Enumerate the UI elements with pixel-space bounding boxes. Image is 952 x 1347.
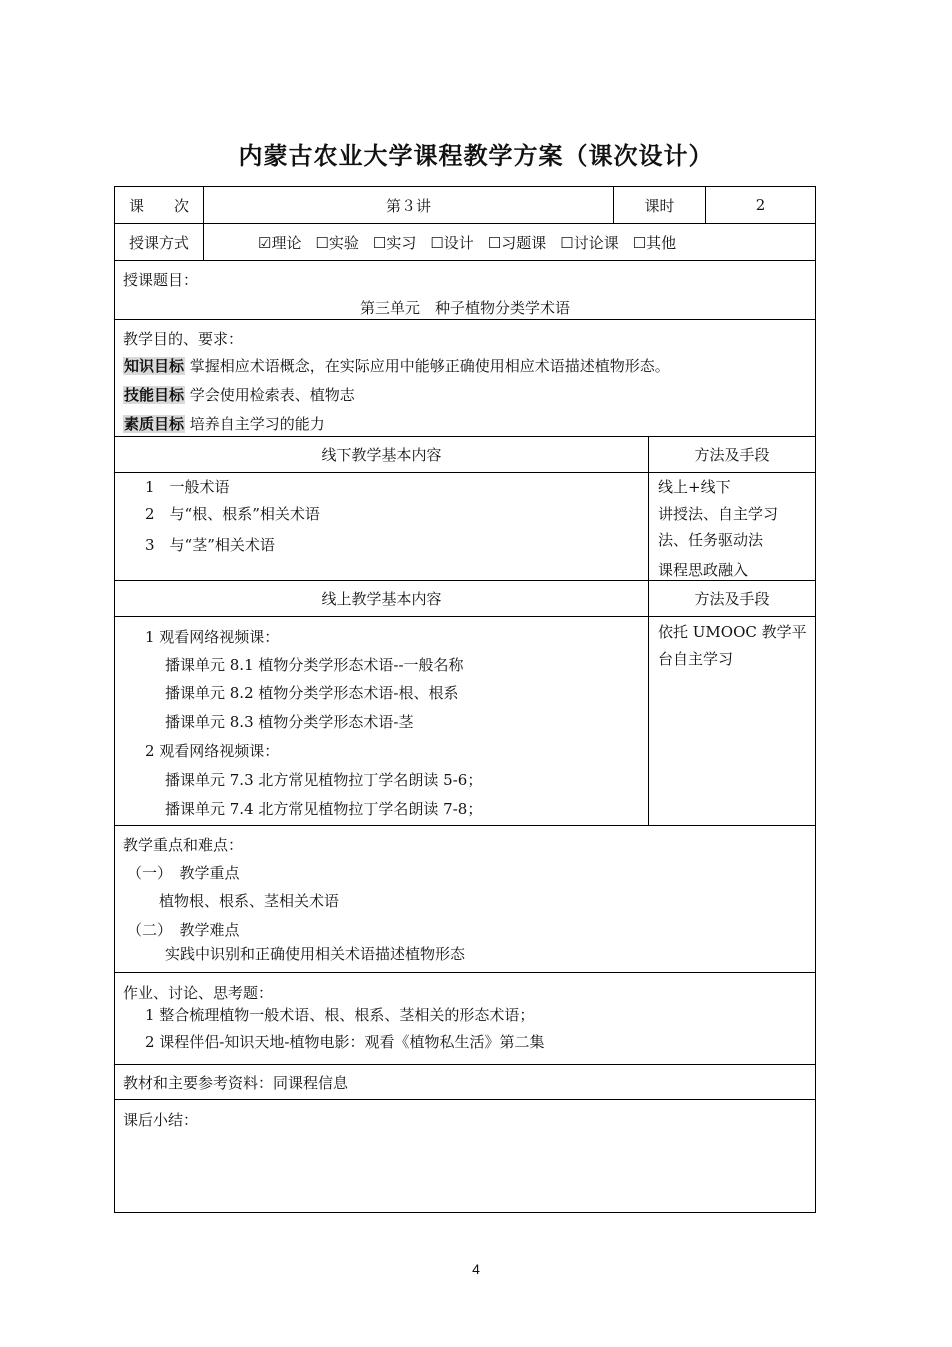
row-teaching-mode: [114, 223, 816, 260]
online-method: 台自主学习: [658, 650, 734, 668]
offline-method: 线上+线下: [658, 478, 731, 496]
hours-value: 2: [705, 187, 815, 223]
lecture-label: 课 次: [128, 196, 189, 215]
online-methods: [648, 617, 815, 825]
offline-item: 1 一般术语: [145, 478, 230, 496]
option-design: ☐设计: [430, 233, 474, 252]
option-discussion: ☐讨论课: [560, 233, 619, 252]
goals-label: 教学目的、要求：: [123, 330, 244, 348]
homework-item: 2 课程伴侣-知识天地-植物电影：观看《植物私生活》第二集: [145, 1033, 545, 1051]
summary-label: 课后小结：: [123, 1111, 199, 1129]
goal-knowledge-tag: 知识目标: [124, 357, 185, 375]
option-other: ☐其他: [632, 233, 677, 252]
online-item: 1 观看网络视频课：: [145, 628, 280, 646]
row-offline-header: [114, 436, 816, 472]
topic-value: 第三单元 种子植物分类学术语: [359, 299, 570, 317]
goal-quality: [123, 413, 325, 434]
row-materials: [114, 1064, 816, 1099]
offline-method: 法、任务驱动法: [658, 531, 764, 549]
online-content: [115, 617, 648, 825]
option-experiment: ☐实验: [315, 233, 359, 252]
offline-method-header: 方法及手段: [648, 437, 815, 472]
lecture-value: 第３讲: [203, 187, 613, 223]
offline-method: 课程思政融入: [658, 561, 749, 579]
row-keypoints: [114, 825, 816, 972]
row-online-header: [114, 580, 816, 616]
online-method: 依托 UMOOC 教学平: [658, 623, 807, 641]
row-lecture: [114, 186, 816, 223]
key-title: （一） 教学重点: [127, 864, 240, 882]
online-header: 线上教学基本内容: [321, 590, 442, 608]
hours-label: 课时: [613, 187, 705, 223]
offline-methods: [648, 473, 815, 580]
goal-skill: [123, 384, 355, 405]
topic-label: 授课题目：: [123, 271, 199, 289]
homework-label: 作业、讨论、思考题：: [123, 984, 274, 1002]
materials-text: 教材和主要参考资料：同课程信息: [123, 1074, 349, 1092]
row-topic: [114, 260, 816, 319]
online-item: 播课单元 8.1 植物分类学形态术语--一般名称: [165, 656, 464, 674]
page-title: 内蒙古农业大学课程教学方案（课次设计）: [238, 142, 714, 170]
goal-knowledge-text: 掌握相应术语概念，在实际应用中能够正确使用相应术语描述植物形态。: [189, 357, 670, 375]
offline-item: 3 与“茎”相关术语: [145, 536, 275, 554]
online-item: 2 观看网络视频课：: [145, 742, 280, 760]
offline-content: [115, 473, 648, 580]
option-theory: ☑理论: [258, 233, 302, 252]
key-text: 植物根、根系、茎相关术语: [159, 892, 340, 910]
goal-skill-text: 学会使用检索表、植物志: [189, 386, 355, 404]
option-exercise: ☐习题课: [487, 233, 547, 252]
offline-method: 讲授法、自主学习: [658, 505, 779, 523]
keypoints-label: 教学重点和难点：: [123, 836, 244, 854]
online-item: 播课单元 7.4 北方常见植物拉丁学名朗读 7-8；: [165, 800, 483, 818]
goal-skill-tag: 技能目标: [124, 386, 185, 404]
online-item: 播课单元 7.3 北方常见植物拉丁学名朗读 5-6；: [165, 771, 483, 789]
online-item: 播课单元 8.3 植物分类学形态术语-茎: [165, 713, 414, 731]
offline-header: 线下教学基本内容: [321, 446, 442, 464]
option-internship: ☐实习: [372, 233, 417, 252]
teaching-mode-label: 授课方式: [128, 233, 189, 252]
online-item: 播课单元 8.2 植物分类学形态术语-根、根系: [165, 684, 459, 702]
difficulty-title: （二） 教学难点: [127, 921, 240, 939]
row-summary: [114, 1099, 816, 1212]
page-number: 4: [472, 1261, 480, 1277]
online-method-header: 方法及手段: [648, 581, 815, 616]
row-offline-content: [114, 472, 816, 580]
goal-quality-tag: 素质目标: [124, 415, 185, 433]
goal-quality-text: 培养自主学习的能力: [189, 415, 325, 433]
row-goals: [114, 319, 816, 436]
difficulty-text: 实践中识别和正确使用相关术语描述植物形态: [165, 945, 466, 963]
goal-knowledge: [123, 355, 670, 376]
row-homework: [114, 972, 816, 1064]
offline-item: 2 与“根、根系”相关术语: [145, 505, 320, 523]
row-online-content: [114, 616, 816, 825]
teaching-mode-options: [203, 224, 815, 260]
homework-item: 1 整合梳理植物一般术语、根、根系、茎相关的形态术语；: [145, 1006, 535, 1024]
table-bottom-border: [114, 1212, 816, 1213]
